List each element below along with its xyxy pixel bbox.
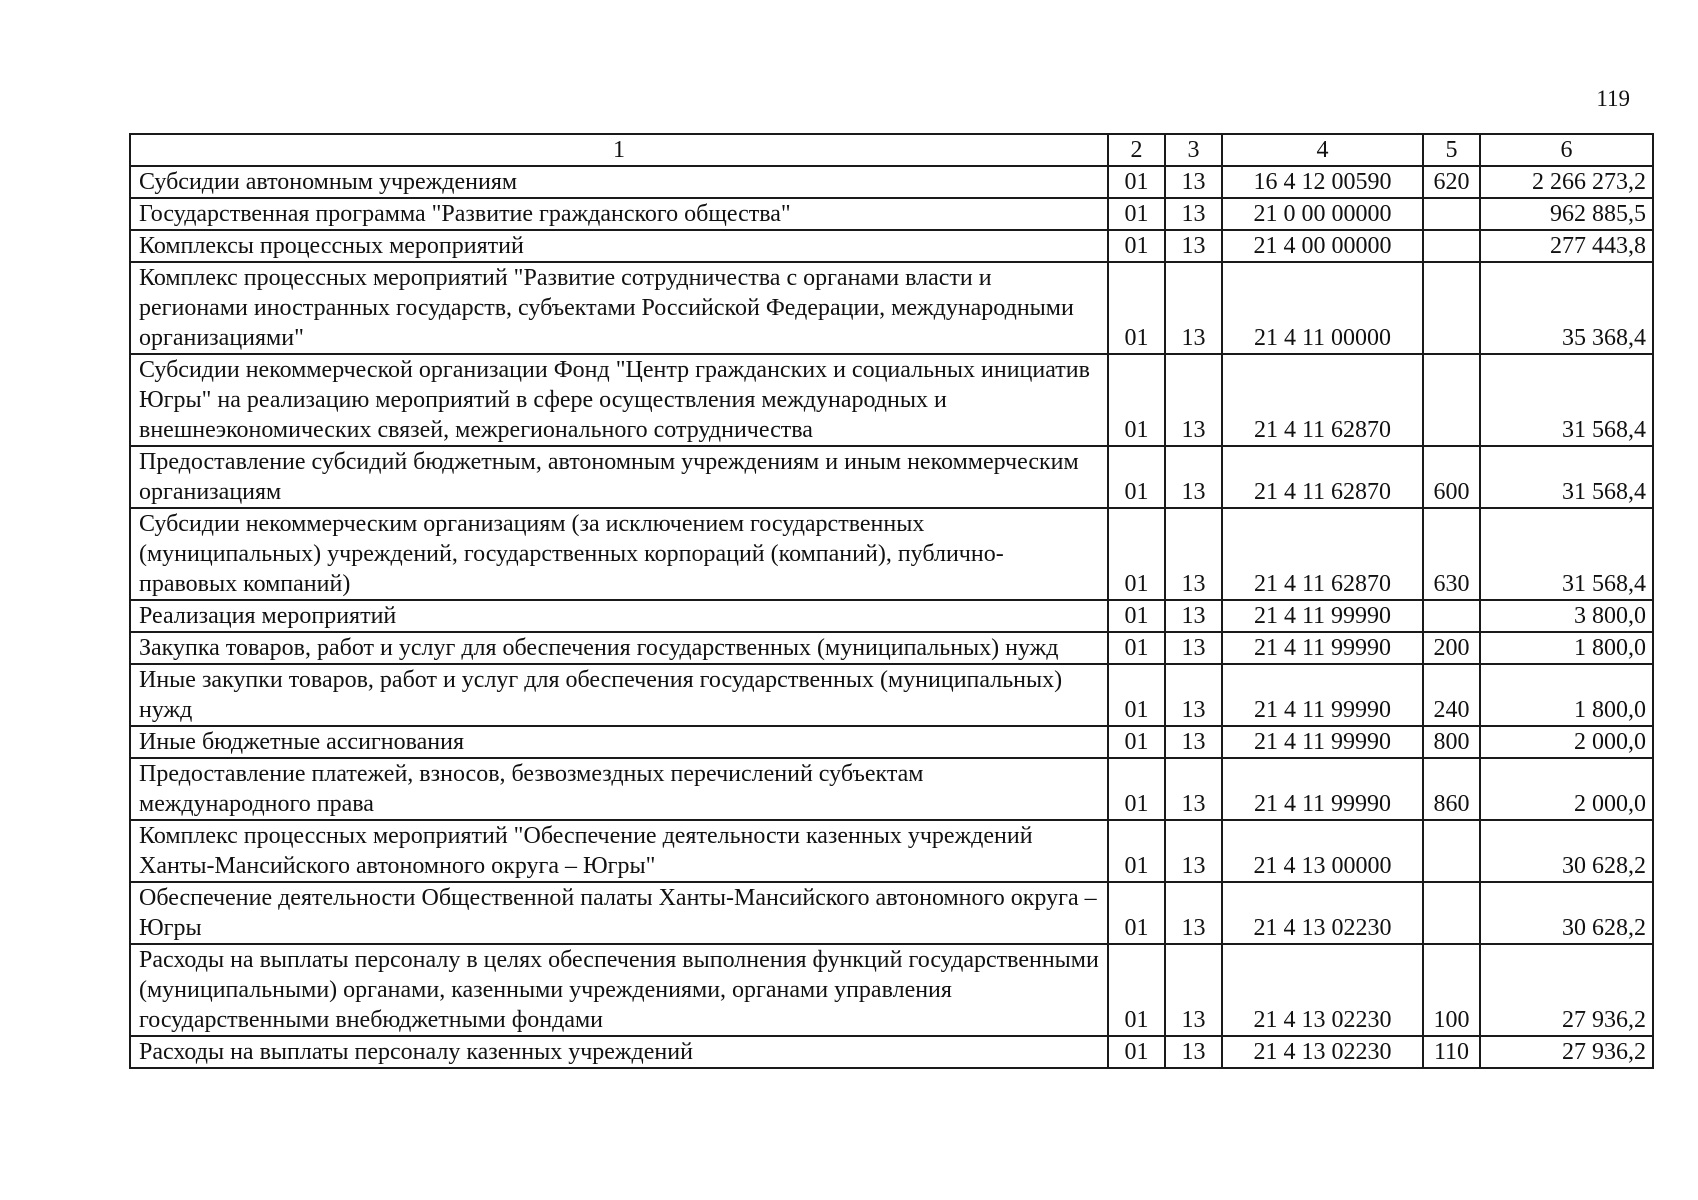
target-article-cell: 21 4 11 62870 — [1222, 446, 1423, 508]
section-code-cell: 01 — [1108, 882, 1165, 944]
expense-type-cell: 110 — [1423, 1036, 1480, 1068]
subsection-code-cell: 13 — [1165, 820, 1222, 882]
table-row — [130, 166, 1653, 198]
amount-cell: 30 628,2 — [1480, 820, 1653, 882]
amount-cell: 31 568,4 — [1480, 508, 1653, 600]
column-header-3: 3 — [1165, 134, 1222, 166]
target-article-cell: 21 4 00 00000 — [1222, 230, 1423, 262]
table-row — [130, 1036, 1653, 1068]
target-article-cell: 21 4 11 00000 — [1222, 262, 1423, 354]
page-number: 119 — [1596, 86, 1630, 111]
expense-type-cell — [1423, 882, 1480, 944]
target-article-cell: 21 4 11 62870 — [1222, 354, 1423, 446]
table-row — [130, 230, 1653, 262]
section-code-cell: 01 — [1108, 1036, 1165, 1068]
section-code-cell: 01 — [1108, 726, 1165, 758]
target-article-cell: 21 4 11 99990 — [1222, 726, 1423, 758]
amount-cell: 3 800,0 — [1480, 600, 1653, 632]
amount-cell: 2 266 273,2 — [1480, 166, 1653, 198]
table-row — [130, 508, 1653, 600]
expense-type-cell — [1423, 230, 1480, 262]
amount-cell: 1 800,0 — [1480, 664, 1653, 726]
section-code-cell: 01 — [1108, 820, 1165, 882]
expense-type-cell: 100 — [1423, 944, 1480, 1036]
subsection-code-cell: 13 — [1165, 664, 1222, 726]
subsection-code-cell: 13 — [1165, 882, 1222, 944]
subsection-code-cell: 13 — [1165, 632, 1222, 664]
table-row — [130, 944, 1653, 1036]
target-article-cell: 21 4 11 99990 — [1222, 758, 1423, 820]
target-article-cell: 21 4 13 00000 — [1222, 820, 1423, 882]
expense-type-cell: 200 — [1423, 632, 1480, 664]
table-row — [130, 882, 1653, 944]
table-row — [130, 354, 1653, 446]
row-name-cell: Комплекс процессных мероприятий "Обеспечение деятельности казенных учреждений Ханты-Мансийского автономного округа – Югры" — [130, 820, 1108, 882]
table-row — [130, 726, 1653, 758]
section-code-cell: 01 — [1108, 446, 1165, 508]
section-code-cell: 01 — [1108, 230, 1165, 262]
subsection-code-cell: 13 — [1165, 726, 1222, 758]
subsection-code-cell: 13 — [1165, 508, 1222, 600]
subsection-code-cell: 13 — [1165, 198, 1222, 230]
amount-cell: 35 368,4 — [1480, 262, 1653, 354]
expense-type-cell — [1423, 600, 1480, 632]
row-name-cell: Комплексы процессных мероприятий — [130, 230, 1108, 262]
target-article-cell: 21 4 13 02230 — [1222, 1036, 1423, 1068]
row-name-cell: Предоставление субсидий бюджетным, автономным учреждениям и иным некоммерческим организациям — [130, 446, 1108, 508]
table-header-row — [130, 134, 1653, 166]
amount-cell: 27 936,2 — [1480, 1036, 1653, 1068]
table-row — [130, 262, 1653, 354]
expense-type-cell: 240 — [1423, 664, 1480, 726]
subsection-code-cell: 13 — [1165, 600, 1222, 632]
subsection-code-cell: 13 — [1165, 1036, 1222, 1068]
row-name-cell: Реализация мероприятий — [130, 600, 1108, 632]
amount-cell: 31 568,4 — [1480, 446, 1653, 508]
table-row — [130, 446, 1653, 508]
row-name-cell: Иные бюджетные ассигнования — [130, 726, 1108, 758]
column-header-4: 4 — [1222, 134, 1423, 166]
amount-cell: 2 000,0 — [1480, 758, 1653, 820]
row-name-cell: Субсидии автономным учреждениям — [130, 166, 1108, 198]
table-row — [130, 820, 1653, 882]
row-name-cell: Государственная программа "Развитие гражданского общества" — [130, 198, 1108, 230]
table-row — [130, 632, 1653, 664]
subsection-code-cell: 13 — [1165, 944, 1222, 1036]
row-name-cell: Комплекс процессных мероприятий "Развитие сотрудничества с органами власти и регионами иностранных государств, субъектами Российской Федерации, международными организациями" — [130, 262, 1108, 354]
expense-type-cell — [1423, 262, 1480, 354]
table-body — [130, 166, 1653, 1068]
row-name-cell: Расходы на выплаты персоналу казенных учреждений — [130, 1036, 1108, 1068]
row-name-cell: Субсидии некоммерческой организации Фонд "Центр гражданских и социальных инициатив Югры" на реализацию мероприятий в сфере осуществления международных и внешнеэкономических связей, межрегионального сотрудничества — [130, 354, 1108, 446]
target-article-cell: 21 4 11 62870 — [1222, 508, 1423, 600]
section-code-cell: 01 — [1108, 166, 1165, 198]
budget-table — [129, 133, 1654, 1069]
expense-type-cell: 600 — [1423, 446, 1480, 508]
table-row — [130, 198, 1653, 230]
column-header-5: 5 — [1423, 134, 1480, 166]
row-name-cell: Закупка товаров, работ и услуг для обеспечения государственных (муниципальных) нужд — [130, 632, 1108, 664]
amount-cell: 27 936,2 — [1480, 944, 1653, 1036]
amount-cell: 2 000,0 — [1480, 726, 1653, 758]
subsection-code-cell: 13 — [1165, 446, 1222, 508]
column-header-2: 2 — [1108, 134, 1165, 166]
row-name-cell: Обеспечение деятельности Общественной палаты Ханты-Мансийского автономного округа – Югры — [130, 882, 1108, 944]
expense-type-cell: 620 — [1423, 166, 1480, 198]
subsection-code-cell: 13 — [1165, 354, 1222, 446]
expense-type-cell — [1423, 354, 1480, 446]
subsection-code-cell: 13 — [1165, 230, 1222, 262]
row-name-cell: Расходы на выплаты персоналу в целях обеспечения выполнения функций государственными (муниципальными) органами, казенными учреждениями, органами управления государственными внебюджетными фондами — [130, 944, 1108, 1036]
section-code-cell: 01 — [1108, 944, 1165, 1036]
subsection-code-cell: 13 — [1165, 166, 1222, 198]
target-article-cell: 21 4 11 99990 — [1222, 632, 1423, 664]
target-article-cell: 21 4 11 99990 — [1222, 664, 1423, 726]
table-row — [130, 600, 1653, 632]
section-code-cell: 01 — [1108, 758, 1165, 820]
amount-cell: 1 800,0 — [1480, 632, 1653, 664]
amount-cell: 277 443,8 — [1480, 230, 1653, 262]
section-code-cell: 01 — [1108, 508, 1165, 600]
target-article-cell: 16 4 12 00590 — [1222, 166, 1423, 198]
target-article-cell: 21 4 13 02230 — [1222, 882, 1423, 944]
table-row — [130, 664, 1653, 726]
section-code-cell: 01 — [1108, 600, 1165, 632]
expense-type-cell — [1423, 820, 1480, 882]
amount-cell: 962 885,5 — [1480, 198, 1653, 230]
row-name-cell: Иные закупки товаров, работ и услуг для обеспечения государственных (муниципальных) нужд — [130, 664, 1108, 726]
expense-type-cell: 630 — [1423, 508, 1480, 600]
section-code-cell: 01 — [1108, 354, 1165, 446]
table-row — [130, 758, 1653, 820]
subsection-code-cell: 13 — [1165, 262, 1222, 354]
target-article-cell: 21 4 11 99990 — [1222, 600, 1423, 632]
column-header-6: 6 — [1480, 134, 1653, 166]
section-code-cell: 01 — [1108, 664, 1165, 726]
expense-type-cell — [1423, 198, 1480, 230]
amount-cell: 31 568,4 — [1480, 354, 1653, 446]
section-code-cell: 01 — [1108, 632, 1165, 664]
amount-cell: 30 628,2 — [1480, 882, 1653, 944]
target-article-cell: 21 4 13 02230 — [1222, 944, 1423, 1036]
section-code-cell: 01 — [1108, 262, 1165, 354]
target-article-cell: 21 0 00 00000 — [1222, 198, 1423, 230]
column-header-1: 1 — [130, 134, 1108, 166]
expense-type-cell: 860 — [1423, 758, 1480, 820]
expense-type-cell: 800 — [1423, 726, 1480, 758]
section-code-cell: 01 — [1108, 198, 1165, 230]
subsection-code-cell: 13 — [1165, 758, 1222, 820]
row-name-cell: Предоставление платежей, взносов, безвозмездных перечислений субъектам международного права — [130, 758, 1108, 820]
row-name-cell: Субсидии некоммерческим организациям (за исключением государственных (муниципальных) учреждений, государственных корпораций (компаний), публично-правовых компаний) — [130, 508, 1108, 600]
